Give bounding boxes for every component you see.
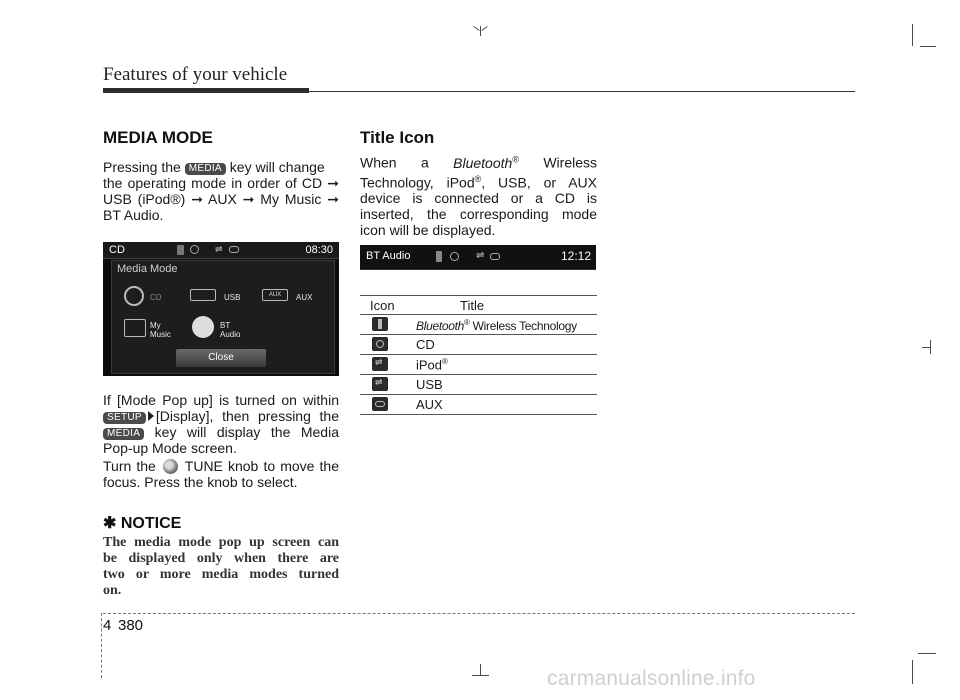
crop-mark	[930, 340, 931, 354]
media-mode-popup	[111, 260, 335, 374]
text: USB	[416, 377, 443, 392]
media-mode-screen-image	[103, 242, 339, 376]
text: Wireless	[543, 154, 598, 171]
popup-title: Media Mode	[117, 263, 178, 275]
text: If [Mode Pop up] is turned on within	[103, 392, 339, 408]
text: Technology, iPod	[360, 174, 475, 191]
close-button[interactable]: Close	[176, 349, 266, 367]
bar-mode-label: BT Audio	[366, 250, 411, 262]
text: , USB, or AUX	[481, 174, 597, 191]
crop-mark	[922, 347, 930, 348]
text: iPod	[416, 357, 443, 373]
usb-icon	[190, 289, 216, 301]
text: inserted, the corresponding mode	[360, 206, 597, 223]
text: USB (iPod®) ➞ AUX ➞ My Music ➞	[103, 191, 339, 207]
screen-clock: 08:30	[305, 244, 333, 256]
crop-mark	[918, 653, 936, 654]
page-header-title: Features of your vehicle	[103, 64, 288, 85]
text: device is connected or a CD is	[360, 190, 597, 207]
title-icon-paragraph	[360, 151, 597, 238]
section-heading-media-mode: MEDIA MODE	[103, 128, 213, 147]
page-number: 380	[118, 617, 144, 634]
text: Wireless Technology	[469, 319, 577, 333]
crop-mark	[473, 26, 479, 31]
text: [Display], then pressing the	[155, 408, 339, 424]
table-row	[360, 335, 597, 355]
popup-item-cd[interactable]: CD	[150, 293, 162, 302]
bluetooth-icon	[436, 251, 442, 262]
text: Bluetooth	[416, 319, 465, 333]
popup-item-usb[interactable]: USB	[224, 293, 241, 302]
text: ®	[512, 154, 519, 164]
bar-clock: 12:12	[560, 249, 591, 263]
media-key-icon: MEDIA	[185, 163, 226, 175]
crop-mark	[912, 24, 913, 46]
header-rule	[103, 91, 855, 92]
text: the operating mode in order of CD ➞	[103, 175, 339, 191]
usb-icon: ⇌	[372, 377, 388, 391]
text: The media mode pop up screen can	[103, 535, 339, 550]
screen-status-bar	[103, 242, 339, 259]
usb-icon: ⇌	[476, 250, 485, 261]
crop-mark	[912, 660, 913, 684]
media-mode-paragraph	[103, 159, 339, 223]
title-icon-table	[360, 295, 597, 415]
text: Bluetooth	[453, 154, 513, 171]
text: When a	[360, 154, 429, 171]
tune-knob-paragraph	[103, 458, 339, 490]
watermark: carmanualsonline.info	[547, 667, 756, 690]
arrow-right-icon	[148, 411, 154, 421]
text: ®	[474, 173, 482, 184]
crop-mark	[480, 26, 481, 36]
footer-rule-vertical	[101, 613, 102, 678]
text: be displayed only when there are	[103, 551, 339, 566]
text: key will display the Media	[154, 424, 339, 440]
text: Pressing the	[103, 159, 181, 175]
bluetooth-icon	[177, 245, 184, 255]
section-heading-title-icon: Title Icon	[360, 128, 435, 147]
text: Pop-up Mode screen.	[103, 440, 237, 456]
text: CD	[416, 337, 435, 352]
text: TUNE knob to move the	[184, 458, 340, 474]
popup-item-bt-audio[interactable]: BT	[220, 321, 231, 330]
tune-knob-icon	[163, 459, 178, 474]
cd-disc-icon	[124, 286, 144, 306]
media-key-icon: MEDIA	[103, 428, 144, 440]
setup-key-icon: SETUP	[103, 412, 146, 424]
text: on.	[103, 583, 122, 598]
popup-item-my-music-line2: Music	[150, 330, 171, 339]
text: key will change	[229, 159, 325, 175]
text: ®	[464, 318, 470, 327]
text: two or more media modes turned	[103, 567, 339, 582]
usb-icon: ⇌	[215, 244, 223, 254]
folder-icon	[124, 319, 146, 337]
footer-rule	[103, 613, 855, 614]
table-header-row	[360, 295, 597, 315]
text: focus. Press the knob to select.	[103, 474, 298, 490]
notice-body	[103, 535, 339, 599]
aux-icon	[372, 397, 388, 411]
aux-icon	[490, 253, 500, 260]
table-row	[360, 395, 597, 415]
popup-item-aux[interactable]: AUX	[296, 293, 313, 302]
usb-icon: ⇌	[372, 357, 388, 371]
mode-popup-paragraph	[103, 392, 339, 456]
table-row	[360, 315, 597, 335]
bluetooth-icon	[192, 316, 214, 338]
popup-item-bt-audio-line2: Audio	[220, 330, 241, 339]
bt-audio-status-bar-image	[360, 245, 596, 270]
text: ®	[442, 357, 448, 366]
popup-item-my-music[interactable]: My	[150, 321, 161, 330]
text: icon will be displayed.	[360, 222, 496, 239]
crop-mark	[472, 675, 489, 676]
text: Turn the	[103, 458, 156, 474]
table-row	[360, 355, 597, 375]
table-row	[360, 375, 597, 395]
text: BT Audio.	[103, 207, 164, 223]
aux-icon: AUX	[262, 289, 288, 301]
crop-mark	[920, 46, 936, 47]
cd-icon	[190, 245, 199, 254]
column-header-title: Title	[460, 298, 485, 313]
cd-icon	[450, 252, 459, 261]
chapter-number: 4	[103, 617, 112, 634]
cd-icon	[372, 337, 388, 351]
text: AUX	[416, 397, 443, 412]
column-header-icon: Icon	[370, 298, 395, 313]
aux-icon	[229, 246, 239, 253]
screen-mode-label: CD	[109, 244, 125, 256]
notice-heading: ✱ NOTICE	[103, 515, 182, 532]
bluetooth-icon	[372, 317, 388, 331]
crop-mark	[481, 26, 487, 31]
